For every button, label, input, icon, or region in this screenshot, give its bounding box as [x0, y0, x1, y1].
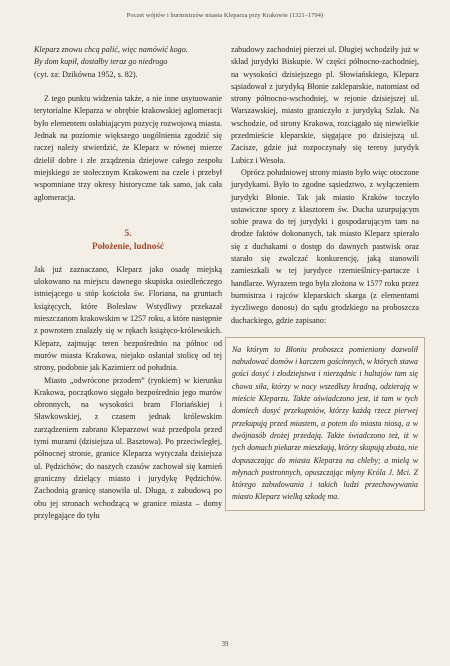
paragraph-right-2: Oprócz południowej strony miasto było więc otoczone jurydykami. Było to zgodne sąsiedztwo, z wyłączeniem jurydyki Błonie. Tak jak miasto Kraków toczyło ustawiczne spory z klasztorem św. Ducha uzurpującym sobie prawa do tej jurydyki i gospodarującym tam na drodze faktów dokonanych, tak miasto Kleparz spierało się z duchakami o dostęp do dawnych pastwisk oraz starało się zwalczać konkurencję, jaką stanowili zamieszkali w tej jurydyce rzemieślnicy-partacze i handlarze. Wyrazem tego była złożona w 1577 roku przez burmistrza i rajców kleparskich skarga (z elementami życzliwego donosu) do sądu grodzkiego na proboszcza duchackiego, gdzie zapisano:: [231, 167, 419, 325]
verse-citation: (cyt. za: Dzikówna 1952, s. 82).: [34, 69, 138, 79]
spacer: [34, 81, 222, 93]
section-number: 5.: [124, 228, 132, 239]
quotation-text: Na którym to Błoniu proboszcz pomieniony dozwolił nabudować domów i karczem gościnnych, w których stawa gości dosyć i złodziejstwa i nierządnic i hultajów tam się chowa siła, którzy w nocy wszedłszy kradną, odzierają w mieście Kleparzu. Także oświadczono jest, iż tam w tych domiech dosyć przekupniów, którzy każdą rzecz pierwej przekupują przed miastem, a potem do miasta niosą, a w dwójnasób drożej przedają. Także świadczono też, iż w tych domach piekarze mieszkają, którzy skupują zboża, nie dopuszczając do miasta Kleparza na chleby; a mielą w młynach postronnych, opuszczając młyny Króla J. Mci. Z którego zabudowania i takich ludzi przechowywania miasto Kleparz wielką szkodę ma.: [232, 344, 418, 502]
page-number: 39: [221, 640, 229, 648]
verse-line-2: By dom kupił, dostałby teraz go niedrogo: [34, 57, 168, 67]
section-title: Położenie, ludność: [92, 240, 164, 251]
paragraph-left-3: Miasto „odwrócone przodem” (rynkiem) w kierunku Krakowa, początkowo sięgało bezpośrednio jego murów obronnych, na wysokości bram Floriańskiej i Sławkowskiej, z czasem jednak królewskim zarządzeniem zabrano Kleparzowi waż przedpola przed tymi murami (dzisiejsza ul. Basztowa). Po przeciwległej, północnej stronie, granice Kleparza wytyczała dzisiejsza ul. Pędzichów; do naszych czasów zachował się kamień graniczny dzielący miasto i jurydykę Pędzichów. Zachodnią granicę stanowiła ul. Długa, z zabudową po obu jej stronach wchodzącą w granice miasta – domy przylegające do tyłu: [34, 375, 222, 520]
paragraph-left-1: Z tego punktu widzenia także, a nie inne usytuowanie terytorialne Kleparza w obrębie krakowskiej aglomeracji było elementem osłabiającym pozycję rozwojową miasta. Jednak na poziomie większego uogólnienia zgodzić się raczej należy stwierdzić, że Kleparz w równej mierze dzielił dobre i złe zrządzenia dziejowe całego zespołu miejskiego ze stołecznym Krakowem na czele i przebył wspomniane trzy okresy historyczne tak samo, jak cała aglomeracja.: [34, 94, 222, 202]
paragraph-right-1: zabudowy zachodniej pierzei ul. Długiej wchodziły już w skład jurydyki Biskupie. W części północno-zachodniej, na wysokości dzisiejszego pl. Słowiańskiego, Kleparz sąsiadował z jurydyką Błonie zakleparskie, natomiast od strony północno-wschodniej, w rejonie dzisiejszej ul. Warszawskiej, miasto graniczyło z jurydyką Szlak. Na wschodzie, od strony Krakowa, rozciągało się niewielkie przedmieście kleparskie, sięgające po dzisiejszą ul. Zacisze, gdzie już rozpoczynały się tereny jurydyk Lubicz i Wesoła.: [231, 45, 419, 165]
right-column: [231, 44, 419, 511]
quotation-block: [225, 337, 425, 511]
left-column: [34, 44, 222, 522]
verse-line-1: Kleparz znowu chcą palić, więc namówić kogo.: [34, 45, 188, 54]
running-head: Poczet wójtów i burmistrzów miasta Kleparza przy Krakowie (1321–1794): [126, 12, 324, 19]
paragraph-left-2: Jak już zaznaczano, Kleparz jako osadę miejską ulokowano na miejscu dawnego skupiska osiedleńczego istniejącego u stóp kościoła św. Floriana, na gruntach książęcych, które Bolesław Wstydliwy przekazał mieszczanom krakowskim w 1257 roku, a które następnie z powrotem znalazły się w rękach książęco-królewskich. Kleparz, zajmując teren bezpośrednio na północ od murów miasta Krakowa, niejako osłaniał stolicę od tej strony, podobnie jak Kazimierz od południa.: [34, 264, 222, 373]
